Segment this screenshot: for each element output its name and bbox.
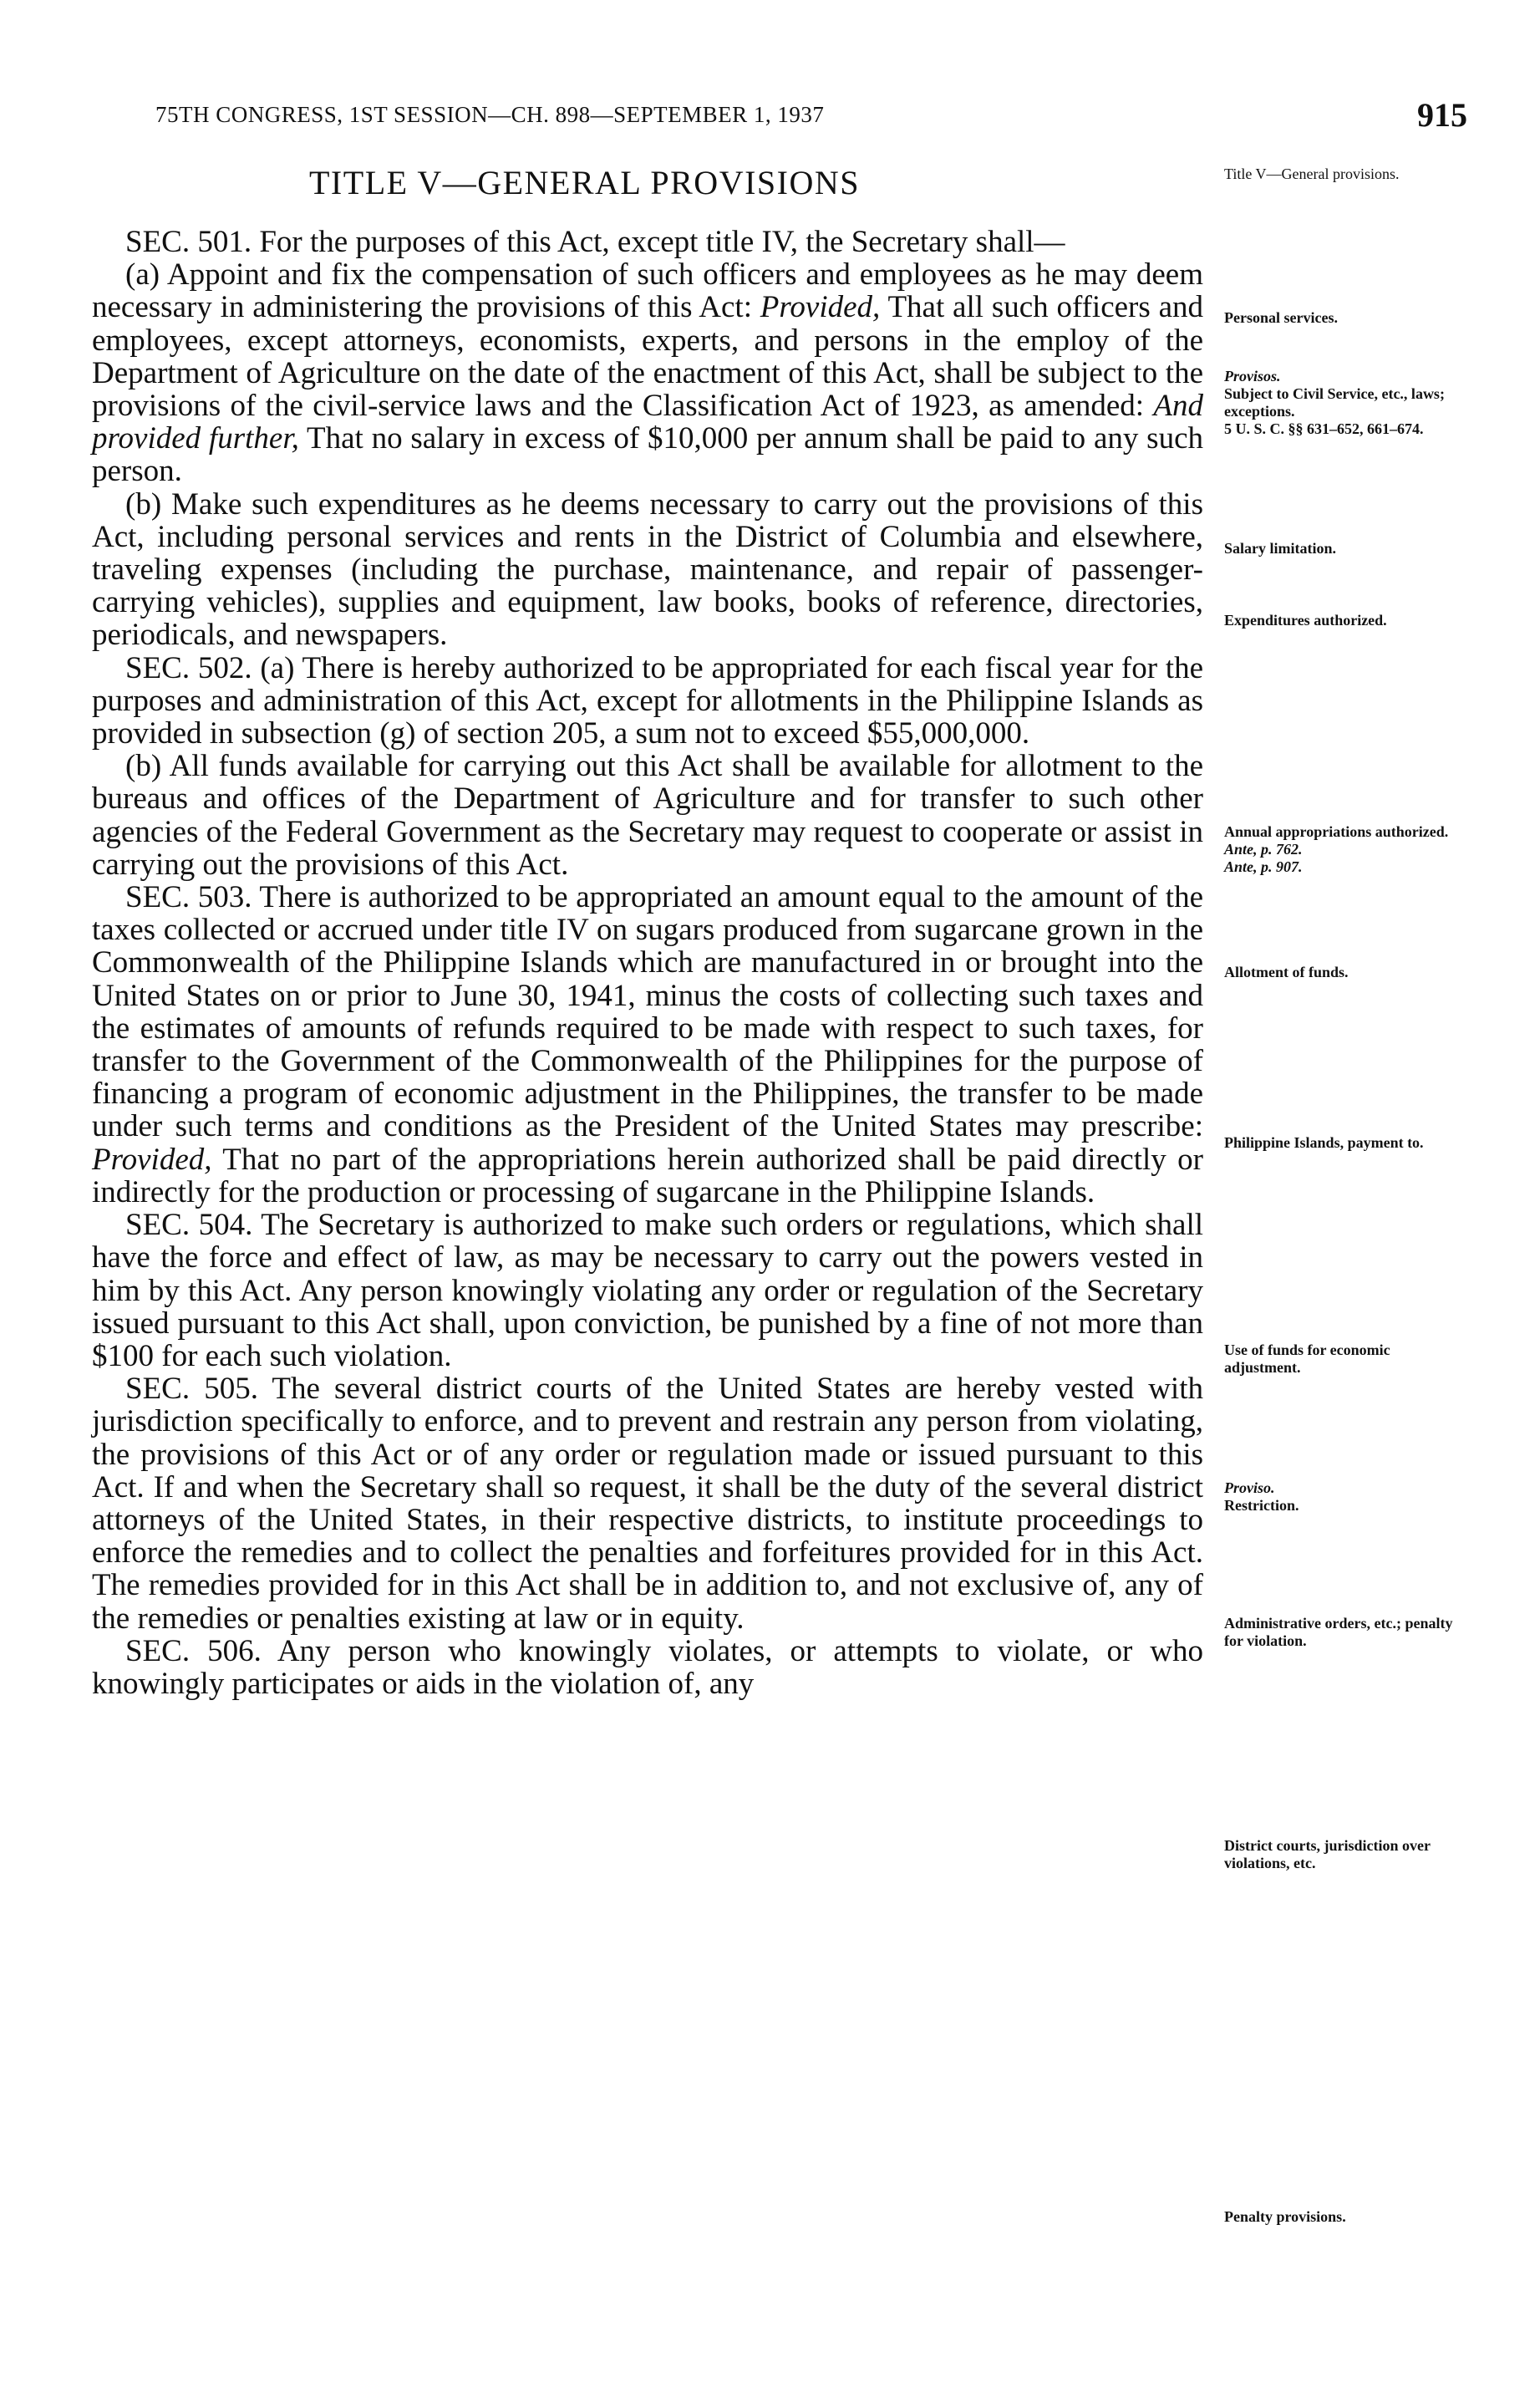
paragraph-sec-505	[92, 1372, 1203, 1635]
paragraph-text: The several district courts of the United States are hereby vested with jurisdiction specifically to enforce, and to prevent and restrain any person from violating, the provisions of this Act or of any order or regulation made or issued pursuant to this Act. If and when the Secretary shall so request, it shall be the duty of the several district attorneys of the United States, in their respective districts, to institute proceedings to enforce the remedies and to collect the penalties and forfeitures provided for in this Act. The remedies provided for in this Act shall be in addition to, and not exclusive of, any of the remedies or penalties existing at law or in equity.	[92, 1372, 1203, 1636]
proviso-italic: And provided further,	[92, 389, 1203, 456]
margin-note-economic-adjustment: Use of funds for economic adjustment.	[1224, 1342, 1390, 1376]
proviso-italic: Provided,	[92, 1142, 212, 1177]
margin-note-philippine: Philippine Islands, payment to.	[1224, 1134, 1424, 1151]
running-head: 75TH CONGRESS, 1ST SESSION—CH. 898—SEPTEMBER 1, 1937	[155, 102, 825, 127]
paragraph-text: (b) All funds available for carrying out this Act shall be available for allotment to the bureaus and offices of the Department of Agriculture and for transfer to such other agencies of the Federal Government as the Secretary may request to cooperate or assist in carrying out the provisions of this Act.	[92, 749, 1203, 882]
section-label: SEC. 505.	[125, 1372, 258, 1407]
margin-note-district-courts: District courts, jurisdiction over violations, etc.	[1224, 1837, 1431, 1871]
margin-note-title: Title V—General provisions.	[1224, 165, 1400, 182]
section-title: TITLE V—GENERAL PROVISIONS	[309, 164, 860, 201]
margin-note-salary-limitation: Salary limitation.	[1224, 540, 1336, 557]
paragraph-sec-502	[92, 652, 1203, 751]
paragraph-text: Any person who knowingly violates, or attempts to violate, or who knowingly participates or aids in the violation of, any	[92, 1633, 1204, 1701]
margin-note-annual-appropriations: Annual appropriations authorized. Ante, p. 762. Ante, p. 907.	[1224, 823, 1449, 875]
margin-note-allotment: Allotment of funds.	[1224, 964, 1349, 980]
section-label: SEC. 504.	[125, 1208, 253, 1243]
section-label: SEC. 503.	[125, 880, 252, 915]
paragraph-501b	[92, 488, 1203, 652]
paragraph-text: There is authorized to be appropriated an amount equal to the amount of the taxes collected or accrued under title IV on sugars produced from sugarcane grown in the Commonwealth of the Philippine Islands which are manufactured in or brought into the United States on or prior to June 30, 1941, minus the costs of collecting such taxes and the estimates of amounts of refunds required to be made with respect to such taxes, for transfer to the Government of the Commonwealth of the Philippines for the purpose of financing a program of economic adjustment in the Philippines, the transfer to be made under such terms and conditions as the President of the United States may prescribe:	[92, 880, 1203, 1144]
paragraph-text: The Secretary is authorized to make such orders or regulations, which shall have the force and effect of law, as may be necessary to carry out the powers vested in him by this Act. Any person knowingly violating any order or regulation of the Secretary issued pursuant to this Act shall, upon conviction, be punished by a fine of not more than $100 for each such violation.	[92, 1208, 1204, 1373]
body-text	[92, 226, 1203, 1700]
paragraph-text: (b) Make such expenditures as he deems necessary to carry out the provisions of this Act, including personal services and rents in the District of Columbia and elsewhere, traveling expenses (including the purchase, maintenance, and repair of passenger-carrying vehicles), supplies and equipment, law books, books of reference, directories, periodicals, and newspapers.	[92, 486, 1203, 653]
paragraph-text: That all such officers and employees, except attorneys, economists, experts, and persons in the employ of the Department of Agriculture on the date of the enactment of this Act, shall be subject to the provisions of the civil-service laws and the Classification Act of 1923, as amended:	[92, 290, 1204, 424]
paragraph-502b	[92, 750, 1203, 881]
paragraph-sec-504	[92, 1209, 1203, 1372]
page-number: 915	[1417, 96, 1467, 134]
margin-note-proviso-restriction: Proviso. Restriction.	[1224, 1479, 1299, 1514]
section-label: SEC. 501.	[125, 225, 252, 259]
margin-note-personal-services: Personal services.	[1224, 309, 1338, 326]
paragraph-text: That no part of the appropriations herein authorized shall be paid directly or indirectly for the production or processing of sugarcane in the Philippine Islands.	[92, 1142, 1203, 1209]
proviso-italic: Provided,	[760, 290, 881, 325]
paragraph-text: That no salary in excess of $10,000 per annum shall be paid to any such person.	[92, 421, 1203, 489]
margin-note-penalty: Penalty provisions.	[1224, 2208, 1346, 2225]
paragraph-text: (a) There is hereby authorized to be appropriated for each fiscal year for the purposes and administration of this Act, except for allotments in the Philippine Islands as provided in subsection (g) of section 205, a sum not to exceed $55,000,000.	[92, 650, 1203, 751]
section-label: SEC. 502.	[125, 650, 252, 685]
section-label: SEC. 506.	[125, 1633, 262, 1668]
paragraph-sec-503	[92, 881, 1203, 1209]
paragraph-text: (a) Appoint and fix the compensation of such officers and employees as he may deem necessary in administering the provisions of this Act:	[92, 257, 1203, 325]
paragraph-sec-506	[92, 1635, 1203, 1700]
margin-note-provisos: Provisos. Subject to Civil Service, etc., laws; exceptions. 5 U. S. C. §§ 631–652, 661–674.	[1224, 368, 1445, 437]
paragraph-sec-501	[92, 226, 1203, 258]
paragraph-text: For the purposes of this Act, except title IV, the Secretary shall—	[252, 225, 1065, 259]
paragraph-501a	[92, 258, 1203, 487]
page-header	[155, 95, 1467, 145]
margin-note-expenditures: Expenditures authorized.	[1224, 612, 1387, 629]
margin-note-administrative-orders: Administrative orders, etc.; penalty for violation.	[1224, 1615, 1453, 1649]
